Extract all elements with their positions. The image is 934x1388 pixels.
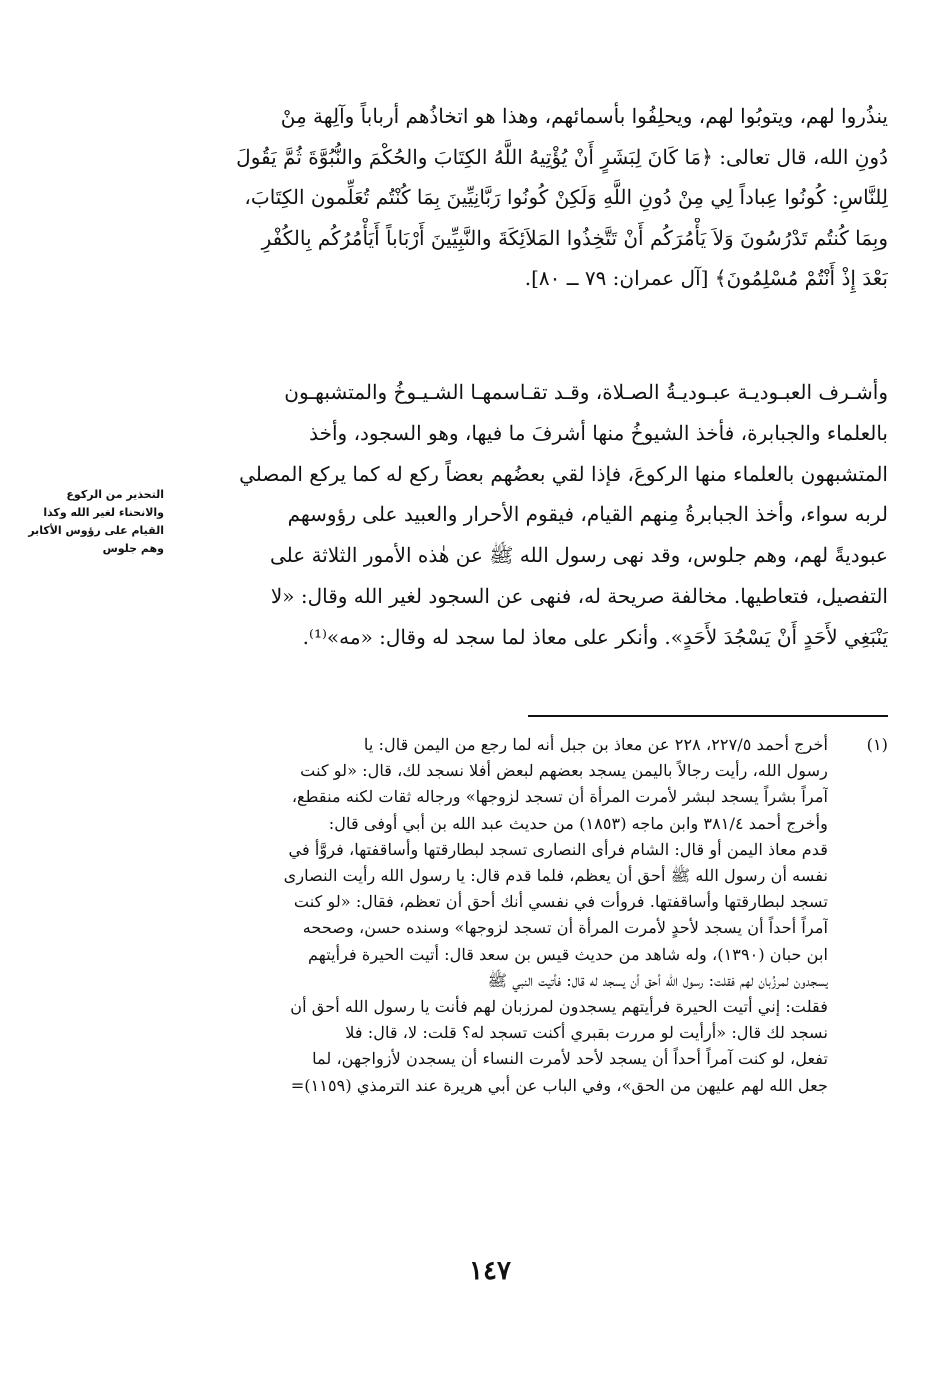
margin-note-line: والانحناء لغير الله وكذا [43,506,164,519]
footnote-line: نفسه أن رسول الله ﷺ أحق أن يعظم، فلما قدم قال: يا رسول الله رأيت النصارى [283,866,828,886]
footnote-line: ابن حبان (١٣٩٠)، وله شاهد من حديث قيس بن سعد قال: أتيت الحيرة فرأيتهم [307,944,828,964]
text-line: عبوديةً لهم، وهم جلوس، وقد نهى رسول الله ﷺ عن هٰذه الأمور الثلاثة على [269,543,888,568]
footnote-line: تسجد لبطارقتها وأساقفتها. فروأت في نفسي أنك أحق أن تعظم، فقال: «لو كنت [293,892,828,912]
paragraph-prayer-worship [124,372,888,658]
margin-note-line: وهم جلوس [102,542,164,555]
text-line: ينذُروا لهم، ويتوبُوا لهم، ويحلِفُوا بأسمائهم، وهذا هو اتخاذُهم أرباباً وآلِهة مِنْ [280,104,888,128]
footnote-line: يسجدون لمرزُبان لهم فقلت: رسول الله أحق أن يسجد له قال: فأتيت النبي ﷺ [487,970,828,990]
paragraph-quran-verse [118,96,888,299]
text-line: المتشبهون بالعلماء منها الركوعَ، فإذا لقي بعضُهم بعضاً ركع له كما يركع المصلي [239,461,888,486]
footnote-line: آمراً أحداً أن يسجد لأحدٍ لأمرت المرأة أن تسجد لزوجها» وسنده حسن، وصححه [302,918,828,938]
text-line: بَعْدَ إِذْ أَنْتُمْ مُسْلِمُونَ﴾ [آل عمران: ٧٩ ــ ٨٠]. [524,266,888,290]
page-number: ١٤٧ [469,1256,511,1286]
footnote-line: أخرج أحمد ٢٢٧/٥، ٢٢٨ عن معاذ بن جبل أنه لما رجع من اليمن قال: يا [363,735,828,754]
footnote-line: وأخرج أحمد ٣٨١/٤ وابن ماجه (١٨٥٣) من حديث عبد الله بن أبي أوفى قال: [328,813,828,833]
text-line: التفصيل، فتعاطيها. مخالفة صريحة له، فنهى عن السجود لغير الله وقال: «لا [270,583,888,608]
text-line: يَنْبَغِي لأَحَدٍ أَنْ يَسْجُدَ لأَحَدٍ». وأنكر على معاذ لما سجد له وقال: «مه»⁽¹⁾. [302,624,888,649]
text-line: بالعلماء والجبابرة، فأخذ الشيوخُ منها أشرفَ ما فيها، وهو السجود، وأخذ [309,420,888,445]
footnote-number: (١) [866,735,888,754]
footnote-line: آمراً بشراً يسجد لبشر لأمرت المرأة أن تسجد لزوجها» ورجاله ثقات لكنه منقطع، [291,787,828,807]
text-line: لِلنَّاسِ: كُونُوا عِباداً لِي مِنْ دُونِ اللَّهِ وَلَكِنْ كُونُوا رَبَّانِيِّينَ بِمَا كُنْتُم تُعَلِّمون الكِتَابَ، [244,185,888,209]
footnote-line: جعل الله لهم عليهن من الحق»، وفي الباب عن أبي هريرة عند الترمذي (١١٥٩)= [290,1075,828,1095]
footnote-body [124,732,828,1099]
text-line: لربه سواء، وأخذ الجبابرةُ مِنهم القيام، فيقوم الأحرار والعبيد على رؤوسهم [287,502,888,527]
footnote-line: رسول الله، رأيت رجالاً باليمن يسجد بعضهم لبعض أفلا نسجد لك، قال: «لو كنت [300,761,828,781]
footnote-line: نسجد لك قال: «أرأيت لو مررت بقبري أكنت تسجد له؟ قلت: لا، قال: فلا [345,1023,828,1043]
text-line: وأشـرف العبـوديـة عبـوديـةُ الصـلاة، وقـد تقـاسمهـا الشـيـوخُ والمتشبهـون [284,380,888,404]
text-line: وبِمَا كُنتُم تَدْرُسُونَ وَلاَ يَأْمُرَكُم أَنْ تَتَّخِذُوا المَلاَئِكَةَ والنَّبِيِّينَ أَرْبَاباً أَيَأْمُرُكُم بِالكُفْرِ [261,225,888,250]
margin-note-line: التحذير من الركوع [66,488,164,501]
margin-note [12,486,164,558]
text-line: دُونِ الله، قال تعالى: ﴿مَا كَانَ لِبَشَرٍ أَنْ يُؤْتِيهُ اللَّهُ الكِتَابَ والحُكْمَ والنُّبُوَّةَ ثُمَّ يَقُولَ [236,144,888,169]
footnote-line: تفعل، لو كنت آمراً أحداً أن يسجد لأحد لأمرت النساء أن يسجدن لأزواجهن، لما [312,1049,828,1069]
footnote-separator [528,715,888,717]
footnote-line: قدم معاذ اليمن أو قال: الشام فرأى النصارى تسجد لبطارقتها وأساقفتها، فروَّأ في [288,839,828,859]
margin-note-line: القيام على رؤوس الأكابر [28,524,164,537]
footnote-line: فقلت: إني أتيت الحيرة فرأيتهم يسجدون لمرزبان لهم فأنت يا رسول الله أحق أن [290,997,828,1017]
